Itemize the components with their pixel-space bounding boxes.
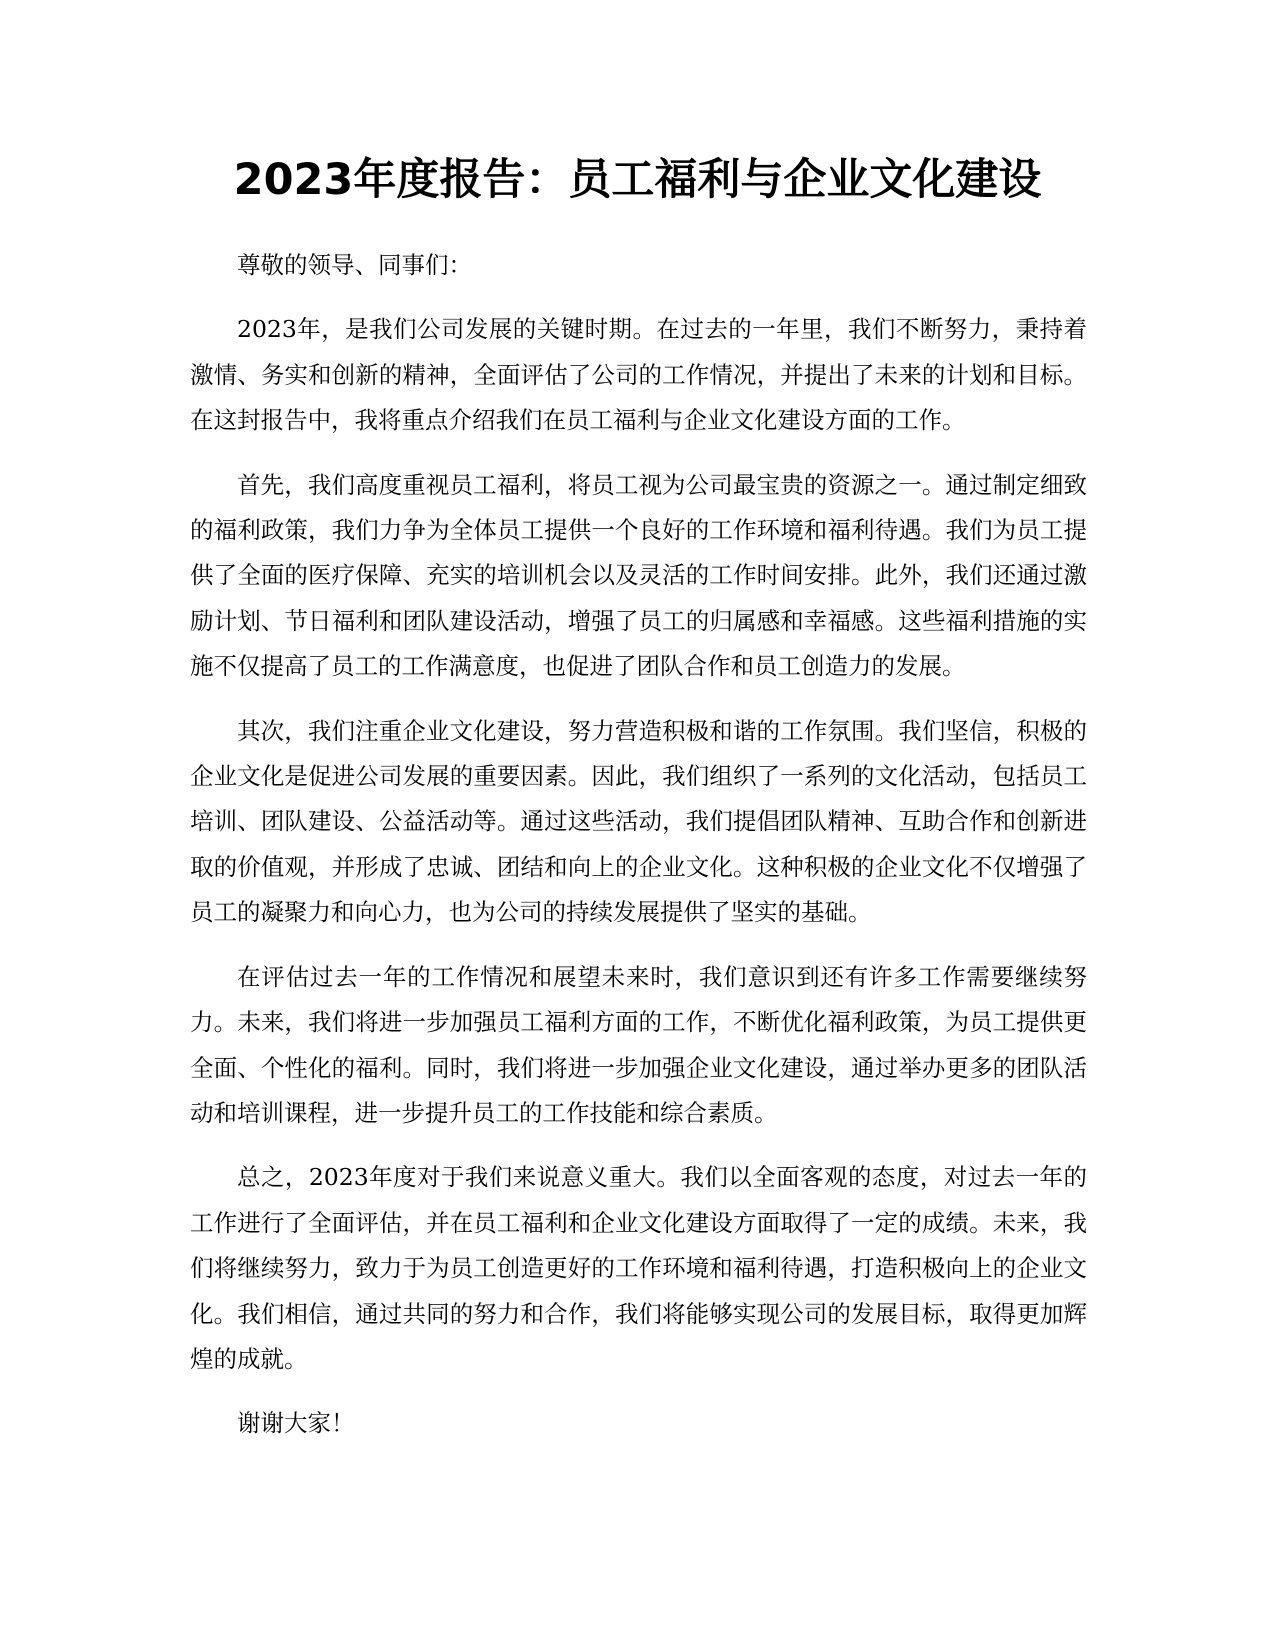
paragraph-outlook: 在评估过去一年的工作情况和展望未来时，我们意识到还有许多工作需要继续努力。未来，我们将进一步加强员工福利方面的工作，不断优化福利政策，为员工提供更全面、个性化的福利。同时，我们将进一步加强企业文化建设，通过举办更多的团队活动和培训课程，进一步提升员工的工作技能和综合素质。 [190, 962, 1087, 1127]
document-title: 2023年度报告：员工福利与企业文化建设 [233, 155, 1042, 205]
paragraph-employee-welfare: 首先，我们高度重视员工福利，将员工视为公司最宝贵的资源之一。通过制定细致的福利政策，我们力争为全体员工提供一个良好的工作环境和福利待遇。我们为员工提供了全面的医疗保障、充实的培训机会以及灵活的工作时间安排。此外，我们还通过激励计划、节日福利和团队建设活动，增强了员工的归属感和幸福感。这些福利措施的实施不仅提高了员工的工作满意度，也促进了团队合作和员工创造力的发展。 [190, 470, 1087, 681]
greeting: 尊敬的领导、同事们： [237, 251, 472, 279]
paragraph-intro: 2023年，是我们公司发展的关键时期。在过去的一年里，我们不断努力，秉持着激情、务实和创新的精神，全面评估了公司的工作情况，并提出了未来的计划和目标。在这封报告中，我将重点介绍我们在员工福利与企业文化建设方面的工作。 [190, 315, 1087, 435]
document-body [190, 243, 1087, 1466]
closing: 谢谢大家！ [237, 1409, 355, 1438]
paragraph-corporate-culture: 其次，我们注重企业文化建设，努力营造积极和谐的工作氛围。我们坚信，积极的企业文化是促进公司发展的重要因素。因此，我们组织了一系列的文化活动，包括员工培训、团队建设、公益活动等。通过这些活动，我们提倡团队精神、互助合作和创新进取的价值观，并形成了忠诚、团结和向上的企业文化。这种积极的企业文化不仅增强了员工的凝聚力和向心力，也为公司的持续发展提供了坚实的基础。 [190, 716, 1087, 927]
paragraph-summary: 总之，2023年度对于我们来说意义重大。我们以全面客观的态度，对过去一年的工作进行了全面评估，并在员工福利和企业文化建设方面取得了一定的成绩。未来，我们将继续努力，致力于为员工创造更好的工作环境和福利待遇，打造积极向上的企业文化。我们相信，通过共同的努力和合作，我们将能够实现公司的发展目标，取得更加辉煌的成就。 [190, 1163, 1087, 1373]
